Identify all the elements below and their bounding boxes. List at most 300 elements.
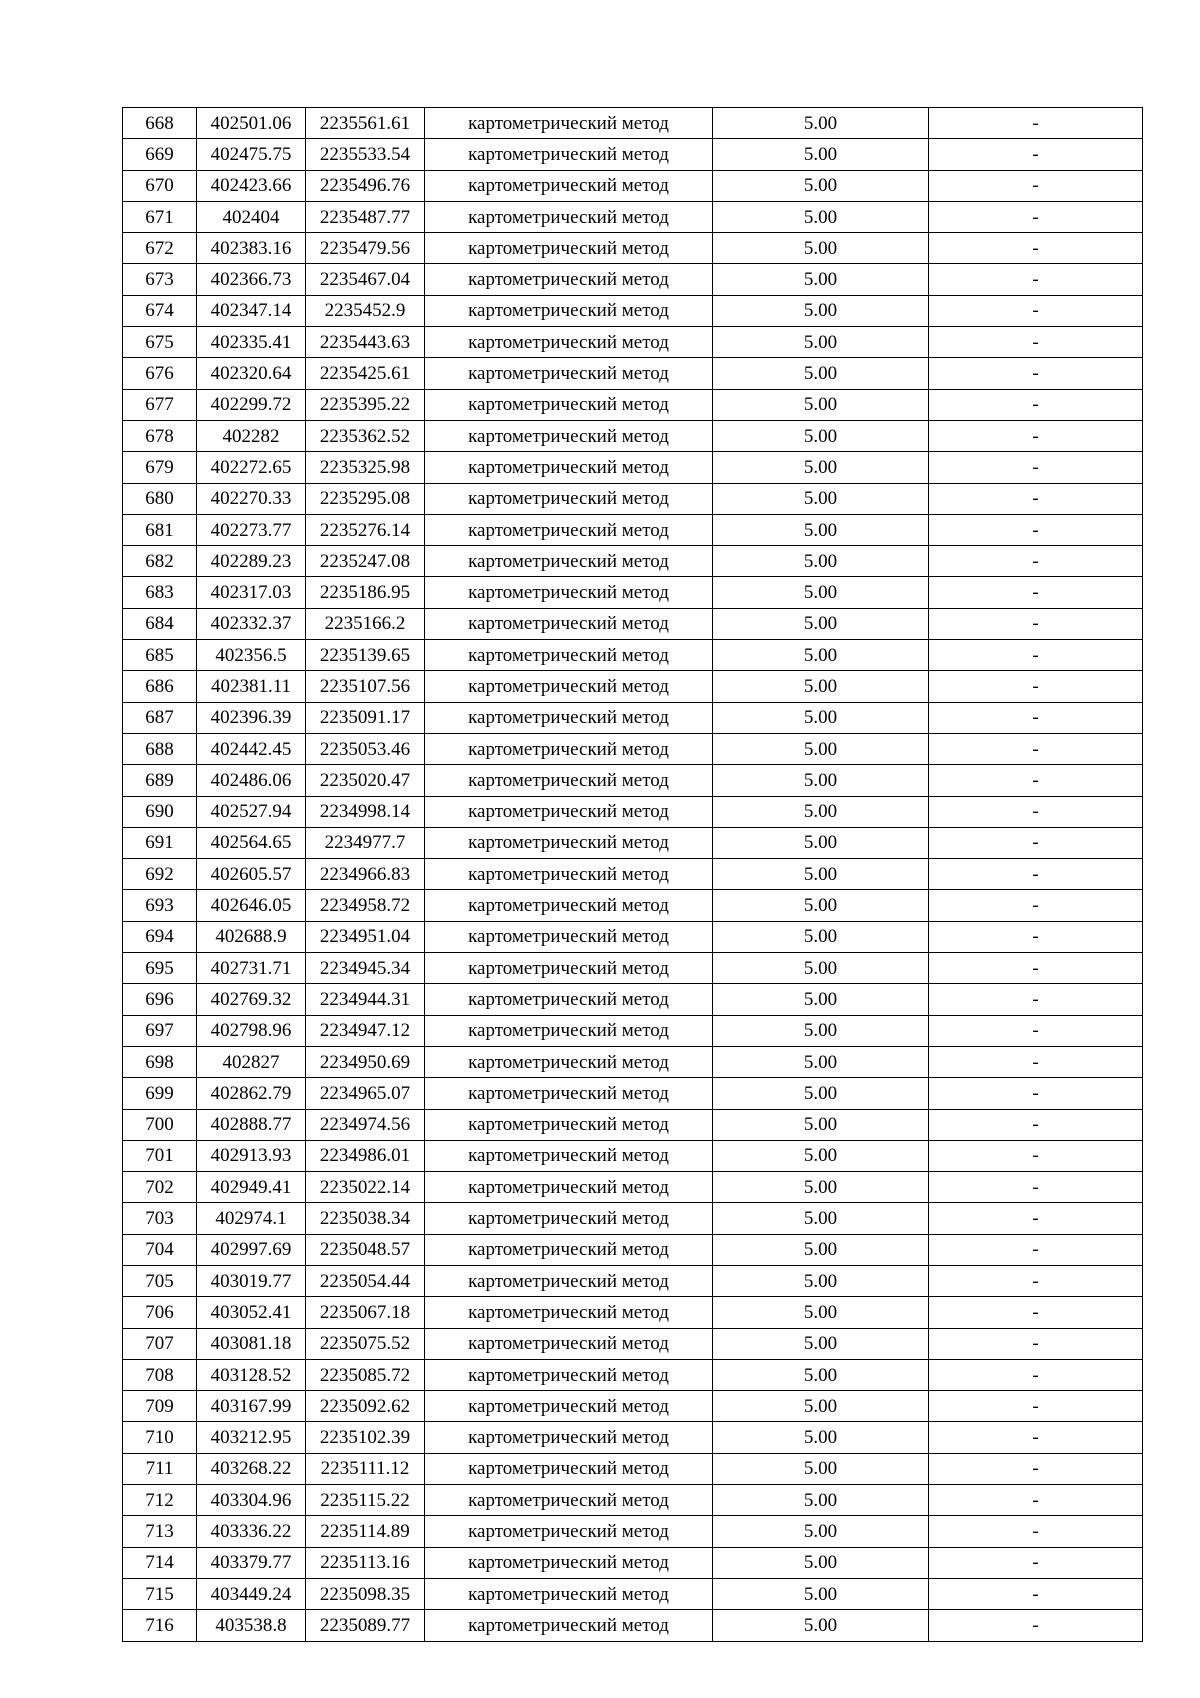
- method-cell: картометрический метод: [425, 859, 713, 890]
- x-coordinate-cell: 403268.22: [197, 1453, 306, 1484]
- note-cell: -: [929, 765, 1143, 796]
- method-cell: картометрический метод: [425, 452, 713, 483]
- note-cell: -: [929, 108, 1143, 139]
- method-cell: картометрический метод: [425, 1359, 713, 1390]
- y-coordinate-cell: 2235186.95: [306, 577, 425, 608]
- note-cell: -: [929, 859, 1143, 890]
- accuracy-cell: 5.00: [713, 671, 929, 702]
- x-coordinate-cell: 402335.41: [197, 327, 306, 358]
- method-cell: картометрический метод: [425, 1485, 713, 1516]
- note-cell: -: [929, 201, 1143, 232]
- note-cell: -: [929, 170, 1143, 201]
- x-coordinate-cell: 402272.65: [197, 452, 306, 483]
- y-coordinate-cell: 2235053.46: [306, 733, 425, 764]
- y-coordinate-cell: 2234945.34: [306, 953, 425, 984]
- x-coordinate-cell: 402289.23: [197, 546, 306, 577]
- x-coordinate-cell: 402862.79: [197, 1078, 306, 1109]
- y-coordinate-cell: 2235020.47: [306, 765, 425, 796]
- x-coordinate-cell: 403538.8: [197, 1610, 306, 1641]
- note-cell: -: [929, 827, 1143, 858]
- y-coordinate-cell: 2235085.72: [306, 1359, 425, 1390]
- table-row: [123, 1140, 1143, 1171]
- method-cell: картометрический метод: [425, 139, 713, 170]
- table-row: [123, 640, 1143, 671]
- y-coordinate-cell: 2235054.44: [306, 1265, 425, 1296]
- accuracy-cell: 5.00: [713, 420, 929, 451]
- table-row: [123, 139, 1143, 170]
- table-row: [123, 264, 1143, 295]
- y-coordinate-cell: 2234947.12: [306, 1015, 425, 1046]
- x-coordinate-cell: 402486.06: [197, 765, 306, 796]
- table-row: [123, 1265, 1143, 1296]
- note-cell: -: [929, 1109, 1143, 1140]
- y-coordinate-cell: 2235467.04: [306, 264, 425, 295]
- table-row: [123, 1453, 1143, 1484]
- table-row: [123, 702, 1143, 733]
- note-cell: -: [929, 608, 1143, 639]
- accuracy-cell: 5.00: [713, 1297, 929, 1328]
- table-row: [123, 420, 1143, 451]
- point-number-cell: 676: [123, 358, 197, 389]
- method-cell: картометрический метод: [425, 577, 713, 608]
- table-row: [123, 201, 1143, 232]
- accuracy-cell: 5.00: [713, 264, 929, 295]
- point-number-cell: 698: [123, 1046, 197, 1077]
- note-cell: -: [929, 1422, 1143, 1453]
- method-cell: картометрический метод: [425, 765, 713, 796]
- note-cell: -: [929, 1391, 1143, 1422]
- table-row: [123, 953, 1143, 984]
- table-row: [123, 577, 1143, 608]
- note-cell: -: [929, 640, 1143, 671]
- accuracy-cell: 5.00: [713, 1046, 929, 1077]
- accuracy-cell: 5.00: [713, 1265, 929, 1296]
- method-cell: картометрический метод: [425, 201, 713, 232]
- note-cell: -: [929, 1516, 1143, 1547]
- x-coordinate-cell: 403212.95: [197, 1422, 306, 1453]
- table-row: [123, 859, 1143, 890]
- point-number-cell: 715: [123, 1578, 197, 1609]
- note-cell: -: [929, 1078, 1143, 1109]
- point-number-cell: 690: [123, 796, 197, 827]
- x-coordinate-cell: 402332.37: [197, 608, 306, 639]
- point-number-cell: 681: [123, 514, 197, 545]
- point-number-cell: 711: [123, 1453, 197, 1484]
- x-coordinate-cell: 402731.71: [197, 953, 306, 984]
- accuracy-cell: 5.00: [713, 1328, 929, 1359]
- point-number-cell: 683: [123, 577, 197, 608]
- point-number-cell: 713: [123, 1516, 197, 1547]
- x-coordinate-cell: 403081.18: [197, 1328, 306, 1359]
- y-coordinate-cell: 2234966.83: [306, 859, 425, 890]
- method-cell: картометрический метод: [425, 1578, 713, 1609]
- x-coordinate-cell: 402997.69: [197, 1234, 306, 1265]
- note-cell: -: [929, 671, 1143, 702]
- method-cell: картометрический метод: [425, 1234, 713, 1265]
- x-coordinate-cell: 402396.39: [197, 702, 306, 733]
- method-cell: картометрический метод: [425, 1547, 713, 1578]
- point-number-cell: 686: [123, 671, 197, 702]
- x-coordinate-cell: 402347.14: [197, 295, 306, 326]
- y-coordinate-cell: 2235107.56: [306, 671, 425, 702]
- y-coordinate-cell: 2235479.56: [306, 233, 425, 264]
- accuracy-cell: 5.00: [713, 765, 929, 796]
- x-coordinate-cell: 402475.75: [197, 139, 306, 170]
- note-cell: -: [929, 1015, 1143, 1046]
- table-row: [123, 108, 1143, 139]
- y-coordinate-cell: 2235395.22: [306, 389, 425, 420]
- accuracy-cell: 5.00: [713, 1359, 929, 1390]
- note-cell: -: [929, 1297, 1143, 1328]
- accuracy-cell: 5.00: [713, 295, 929, 326]
- x-coordinate-cell: 403449.24: [197, 1578, 306, 1609]
- method-cell: картометрический метод: [425, 546, 713, 577]
- x-coordinate-cell: 402273.77: [197, 514, 306, 545]
- method-cell: картометрический метод: [425, 108, 713, 139]
- x-coordinate-cell: 402913.93: [197, 1140, 306, 1171]
- point-number-cell: 710: [123, 1422, 197, 1453]
- table-row: [123, 1422, 1143, 1453]
- note-cell: -: [929, 1234, 1143, 1265]
- note-cell: -: [929, 796, 1143, 827]
- method-cell: картометрический метод: [425, 1203, 713, 1234]
- table-row: [123, 733, 1143, 764]
- method-cell: картометрический метод: [425, 170, 713, 201]
- method-cell: картометрический метод: [425, 921, 713, 952]
- accuracy-cell: 5.00: [713, 1391, 929, 1422]
- accuracy-cell: 5.00: [713, 108, 929, 139]
- accuracy-cell: 5.00: [713, 827, 929, 858]
- x-coordinate-cell: 403167.99: [197, 1391, 306, 1422]
- y-coordinate-cell: 2235487.77: [306, 201, 425, 232]
- table-row: [123, 1297, 1143, 1328]
- method-cell: картометрический метод: [425, 702, 713, 733]
- point-number-cell: 702: [123, 1172, 197, 1203]
- point-number-cell: 684: [123, 608, 197, 639]
- accuracy-cell: 5.00: [713, 358, 929, 389]
- table-row: [123, 1015, 1143, 1046]
- accuracy-cell: 5.00: [713, 1485, 929, 1516]
- x-coordinate-cell: 402527.94: [197, 796, 306, 827]
- table-row: [123, 233, 1143, 264]
- method-cell: картометрический метод: [425, 1297, 713, 1328]
- note-cell: -: [929, 514, 1143, 545]
- note-cell: -: [929, 953, 1143, 984]
- x-coordinate-cell: 402798.96: [197, 1015, 306, 1046]
- table-row: [123, 1610, 1143, 1641]
- method-cell: картометрический метод: [425, 1140, 713, 1171]
- note-cell: -: [929, 358, 1143, 389]
- point-number-cell: 694: [123, 921, 197, 952]
- y-coordinate-cell: 2235022.14: [306, 1172, 425, 1203]
- note-cell: -: [929, 483, 1143, 514]
- note-cell: -: [929, 233, 1143, 264]
- x-coordinate-cell: 403304.96: [197, 1485, 306, 1516]
- accuracy-cell: 5.00: [713, 546, 929, 577]
- point-number-cell: 712: [123, 1485, 197, 1516]
- accuracy-cell: 5.00: [713, 201, 929, 232]
- y-coordinate-cell: 2235425.61: [306, 358, 425, 389]
- x-coordinate-cell: 402646.05: [197, 890, 306, 921]
- accuracy-cell: 5.00: [713, 921, 929, 952]
- x-coordinate-cell: 402442.45: [197, 733, 306, 764]
- table-row: [123, 1172, 1143, 1203]
- point-number-cell: 675: [123, 327, 197, 358]
- accuracy-cell: 5.00: [713, 984, 929, 1015]
- table-row: [123, 170, 1143, 201]
- y-coordinate-cell: 2235247.08: [306, 546, 425, 577]
- method-cell: картометрический метод: [425, 483, 713, 514]
- point-number-cell: 680: [123, 483, 197, 514]
- y-coordinate-cell: 2235111.12: [306, 1453, 425, 1484]
- table-row: [123, 1234, 1143, 1265]
- x-coordinate-cell: 402605.57: [197, 859, 306, 890]
- point-number-cell: 701: [123, 1140, 197, 1171]
- note-cell: -: [929, 1547, 1143, 1578]
- table-row: [123, 1203, 1143, 1234]
- accuracy-cell: 5.00: [713, 233, 929, 264]
- accuracy-cell: 5.00: [713, 640, 929, 671]
- accuracy-cell: 5.00: [713, 1078, 929, 1109]
- table-row: [123, 1578, 1143, 1609]
- accuracy-cell: 5.00: [713, 702, 929, 733]
- point-number-cell: 704: [123, 1234, 197, 1265]
- point-number-cell: 708: [123, 1359, 197, 1390]
- accuracy-cell: 5.00: [713, 733, 929, 764]
- point-number-cell: 687: [123, 702, 197, 733]
- point-number-cell: 703: [123, 1203, 197, 1234]
- accuracy-cell: 5.00: [713, 1140, 929, 1171]
- method-cell: картометрический метод: [425, 389, 713, 420]
- point-number-cell: 673: [123, 264, 197, 295]
- table-row: [123, 671, 1143, 702]
- x-coordinate-cell: 403336.22: [197, 1516, 306, 1547]
- y-coordinate-cell: 2235038.34: [306, 1203, 425, 1234]
- table-row: [123, 921, 1143, 952]
- table-row: [123, 984, 1143, 1015]
- accuracy-cell: 5.00: [713, 608, 929, 639]
- x-coordinate-cell: 402949.41: [197, 1172, 306, 1203]
- method-cell: картометрический метод: [425, 1422, 713, 1453]
- y-coordinate-cell: 2235067.18: [306, 1297, 425, 1328]
- method-cell: картометрический метод: [425, 264, 713, 295]
- method-cell: картометрический метод: [425, 327, 713, 358]
- y-coordinate-cell: 2235113.16: [306, 1547, 425, 1578]
- method-cell: картометрический метод: [425, 671, 713, 702]
- point-number-cell: 678: [123, 420, 197, 451]
- point-number-cell: 693: [123, 890, 197, 921]
- y-coordinate-cell: 2235362.52: [306, 420, 425, 451]
- method-cell: картометрический метод: [425, 640, 713, 671]
- point-number-cell: 679: [123, 452, 197, 483]
- table-row: [123, 295, 1143, 326]
- note-cell: -: [929, 327, 1143, 358]
- table-row: [123, 327, 1143, 358]
- table-row: [123, 1109, 1143, 1140]
- table-row: [123, 514, 1143, 545]
- accuracy-cell: 5.00: [713, 577, 929, 608]
- method-cell: картометрический метод: [425, 1328, 713, 1359]
- x-coordinate-cell: 402383.16: [197, 233, 306, 264]
- point-number-cell: 688: [123, 733, 197, 764]
- table-row: [123, 1359, 1143, 1390]
- note-cell: -: [929, 1265, 1143, 1296]
- y-coordinate-cell: 2234965.07: [306, 1078, 425, 1109]
- y-coordinate-cell: 2234958.72: [306, 890, 425, 921]
- x-coordinate-cell: 402270.33: [197, 483, 306, 514]
- method-cell: картометрический метод: [425, 1391, 713, 1422]
- x-coordinate-cell: 402501.06: [197, 108, 306, 139]
- point-number-cell: 669: [123, 139, 197, 170]
- method-cell: картометрический метод: [425, 295, 713, 326]
- note-cell: -: [929, 1578, 1143, 1609]
- table-row: [123, 1516, 1143, 1547]
- method-cell: картометрический метод: [425, 1453, 713, 1484]
- accuracy-cell: 5.00: [713, 483, 929, 514]
- note-cell: -: [929, 921, 1143, 952]
- coordinates-table: [122, 107, 1143, 1642]
- accuracy-cell: 5.00: [713, 1234, 929, 1265]
- x-coordinate-cell: 402688.9: [197, 921, 306, 952]
- table-row: [123, 1078, 1143, 1109]
- x-coordinate-cell: 403128.52: [197, 1359, 306, 1390]
- point-number-cell: 691: [123, 827, 197, 858]
- y-coordinate-cell: 2235115.22: [306, 1485, 425, 1516]
- note-cell: -: [929, 1203, 1143, 1234]
- table-row: [123, 1328, 1143, 1359]
- method-cell: картометрический метод: [425, 984, 713, 1015]
- point-number-cell: 689: [123, 765, 197, 796]
- x-coordinate-cell: 402827: [197, 1046, 306, 1077]
- table-row: [123, 765, 1143, 796]
- y-coordinate-cell: 2234944.31: [306, 984, 425, 1015]
- table-row: [123, 1547, 1143, 1578]
- y-coordinate-cell: 2235166.2: [306, 608, 425, 639]
- x-coordinate-cell: 402317.03: [197, 577, 306, 608]
- x-coordinate-cell: 402282: [197, 420, 306, 451]
- point-number-cell: 707: [123, 1328, 197, 1359]
- x-coordinate-cell: 403019.77: [197, 1265, 306, 1296]
- note-cell: -: [929, 702, 1143, 733]
- accuracy-cell: 5.00: [713, 327, 929, 358]
- y-coordinate-cell: 2235276.14: [306, 514, 425, 545]
- x-coordinate-cell: 402320.64: [197, 358, 306, 389]
- method-cell: картометрический метод: [425, 827, 713, 858]
- table-row: [123, 608, 1143, 639]
- point-number-cell: 706: [123, 1297, 197, 1328]
- accuracy-cell: 5.00: [713, 1422, 929, 1453]
- y-coordinate-cell: 2235443.63: [306, 327, 425, 358]
- x-coordinate-cell: 403379.77: [197, 1547, 306, 1578]
- point-number-cell: 670: [123, 170, 197, 201]
- method-cell: картометрический метод: [425, 1015, 713, 1046]
- table-row: [123, 483, 1143, 514]
- x-coordinate-cell: 402299.72: [197, 389, 306, 420]
- point-number-cell: 699: [123, 1078, 197, 1109]
- point-number-cell: 700: [123, 1109, 197, 1140]
- point-number-cell: 671: [123, 201, 197, 232]
- x-coordinate-cell: 402423.66: [197, 170, 306, 201]
- note-cell: -: [929, 1610, 1143, 1641]
- table-row: [123, 796, 1143, 827]
- point-number-cell: 677: [123, 389, 197, 420]
- y-coordinate-cell: 2234998.14: [306, 796, 425, 827]
- y-coordinate-cell: 2234986.01: [306, 1140, 425, 1171]
- y-coordinate-cell: 2235452.9: [306, 295, 425, 326]
- method-cell: картометрический метод: [425, 358, 713, 389]
- method-cell: картометрический метод: [425, 608, 713, 639]
- note-cell: -: [929, 420, 1143, 451]
- y-coordinate-cell: 2235102.39: [306, 1422, 425, 1453]
- accuracy-cell: 5.00: [713, 1453, 929, 1484]
- note-cell: -: [929, 984, 1143, 1015]
- y-coordinate-cell: 2234977.7: [306, 827, 425, 858]
- note-cell: -: [929, 890, 1143, 921]
- note-cell: -: [929, 295, 1143, 326]
- table-row: [123, 1046, 1143, 1077]
- y-coordinate-cell: 2235091.17: [306, 702, 425, 733]
- accuracy-cell: 5.00: [713, 170, 929, 201]
- table-row: [123, 827, 1143, 858]
- note-cell: -: [929, 264, 1143, 295]
- accuracy-cell: 5.00: [713, 1172, 929, 1203]
- note-cell: -: [929, 1328, 1143, 1359]
- table-row: [123, 358, 1143, 389]
- x-coordinate-cell: 402888.77: [197, 1109, 306, 1140]
- method-cell: картометрический метод: [425, 796, 713, 827]
- y-coordinate-cell: 2235114.89: [306, 1516, 425, 1547]
- point-number-cell: 695: [123, 953, 197, 984]
- note-cell: -: [929, 546, 1143, 577]
- point-number-cell: 709: [123, 1391, 197, 1422]
- point-number-cell: 672: [123, 233, 197, 264]
- point-number-cell: 716: [123, 1610, 197, 1641]
- y-coordinate-cell: 2235098.35: [306, 1578, 425, 1609]
- note-cell: -: [929, 1172, 1143, 1203]
- point-number-cell: 685: [123, 640, 197, 671]
- x-coordinate-cell: 403052.41: [197, 1297, 306, 1328]
- y-coordinate-cell: 2235496.76: [306, 170, 425, 201]
- method-cell: картометрический метод: [425, 1109, 713, 1140]
- y-coordinate-cell: 2235533.54: [306, 139, 425, 170]
- accuracy-cell: 5.00: [713, 1610, 929, 1641]
- y-coordinate-cell: 2235089.77: [306, 1610, 425, 1641]
- note-cell: -: [929, 1140, 1143, 1171]
- method-cell: картометрический метод: [425, 733, 713, 764]
- accuracy-cell: 5.00: [713, 389, 929, 420]
- point-number-cell: 682: [123, 546, 197, 577]
- x-coordinate-cell: 402769.32: [197, 984, 306, 1015]
- method-cell: картометрический метод: [425, 953, 713, 984]
- method-cell: картометрический метод: [425, 514, 713, 545]
- y-coordinate-cell: 2235295.08: [306, 483, 425, 514]
- accuracy-cell: 5.00: [713, 859, 929, 890]
- accuracy-cell: 5.00: [713, 452, 929, 483]
- y-coordinate-cell: 2235048.57: [306, 1234, 425, 1265]
- accuracy-cell: 5.00: [713, 796, 929, 827]
- accuracy-cell: 5.00: [713, 1203, 929, 1234]
- note-cell: -: [929, 1359, 1143, 1390]
- y-coordinate-cell: 2235075.52: [306, 1328, 425, 1359]
- y-coordinate-cell: 2234951.04: [306, 921, 425, 952]
- accuracy-cell: 5.00: [713, 953, 929, 984]
- note-cell: -: [929, 139, 1143, 170]
- y-coordinate-cell: 2235561.61: [306, 108, 425, 139]
- note-cell: -: [929, 1453, 1143, 1484]
- table-row: [123, 1391, 1143, 1422]
- note-cell: -: [929, 389, 1143, 420]
- table-row: [123, 389, 1143, 420]
